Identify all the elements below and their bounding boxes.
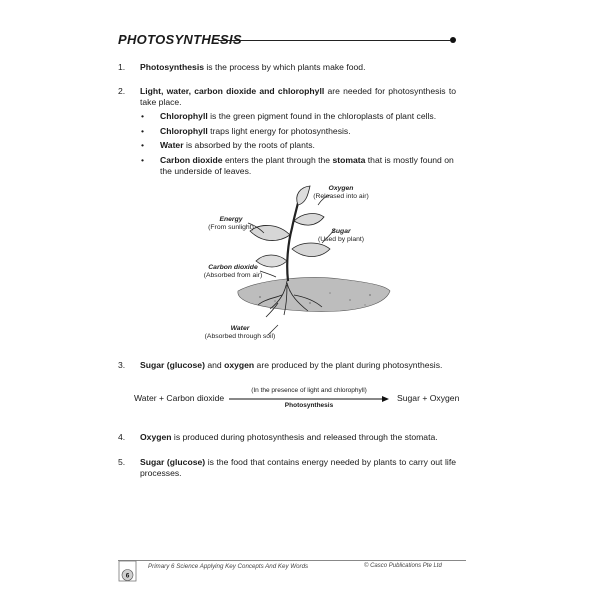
bullet-text: Water is absorbed by the roots of plants.: [160, 140, 315, 150]
label-oxygen: Oxygen (Released into air): [313, 185, 369, 200]
page-title: PHOTOSYNTHESIS: [118, 32, 242, 47]
equation-reactants: Water + Carbon dioxide: [134, 393, 225, 403]
title-rule: [218, 40, 450, 41]
footer-publisher: © Casco Publications Pte Ltd: [364, 563, 442, 569]
item-number: 2.: [118, 86, 126, 96]
bullet-marker: •: [141, 155, 145, 165]
footer-book-title: Primary 6 Science Applying Key Concepts And Key Words: [148, 563, 309, 570]
equation-process: Photosynthesis: [284, 402, 334, 409]
footer-rule: [118, 560, 466, 561]
leaf-right-lower: [292, 243, 330, 257]
equation-products: Sugar + Oxygen: [397, 393, 460, 403]
copyright-icon: ©: [364, 563, 369, 569]
leaf-right-upper: [294, 214, 324, 226]
soil-mound: [238, 278, 390, 312]
item-number: 1.: [118, 62, 126, 72]
bullet-marker: •: [141, 111, 145, 121]
item-text: Light, water, carbon dioxide and chlorophyll are needed for photosynthesis to take place.: [140, 86, 457, 107]
bullet-marker: •: [141, 126, 145, 136]
label-water: Water (Absorbed through soil): [204, 325, 276, 340]
item-text: Oxygen is produced during photosynthesis and released through the stomata.: [140, 432, 438, 442]
bullet-text: Chlorophyll is the green pigment found in the chloroplasts of plant cells.: [160, 111, 437, 121]
plant-stem: [287, 203, 298, 281]
item-text: Sugar (glucose) and oxygen are produced by the plant during photosynthesis.: [140, 360, 443, 370]
label-sugar: Sugar (Used by plant): [317, 228, 365, 243]
item-text: Photosynthesis is the process by which plants make food.: [140, 62, 366, 72]
label-carbon-dioxide: Carbon dioxide (Absorbed from air): [203, 264, 263, 279]
equation-condition: (In the presence of light and chlorophyll): [251, 387, 367, 394]
item-number: 3.: [118, 360, 126, 370]
title-rule-dot: [450, 37, 456, 43]
item-text: Sugar (glucose) is the food that contains energy needed by plants to carry out life processes.: [140, 457, 456, 478]
page-number: 6: [125, 572, 130, 580]
bullet-text: Carbon dioxide enters the plant through the stomata that is mostly found on the underside of leaves.: [160, 155, 454, 176]
bullet-text: Chlorophyll traps light energy for photosynthesis.: [160, 126, 351, 136]
bullet-marker: •: [141, 140, 145, 150]
item-number: 5.: [118, 457, 126, 467]
page-number-badge: [118, 560, 137, 582]
label-energy: Energy (From sunlight): [208, 216, 254, 231]
item-number: 4.: [118, 432, 126, 442]
leaf-top: [297, 186, 310, 205]
